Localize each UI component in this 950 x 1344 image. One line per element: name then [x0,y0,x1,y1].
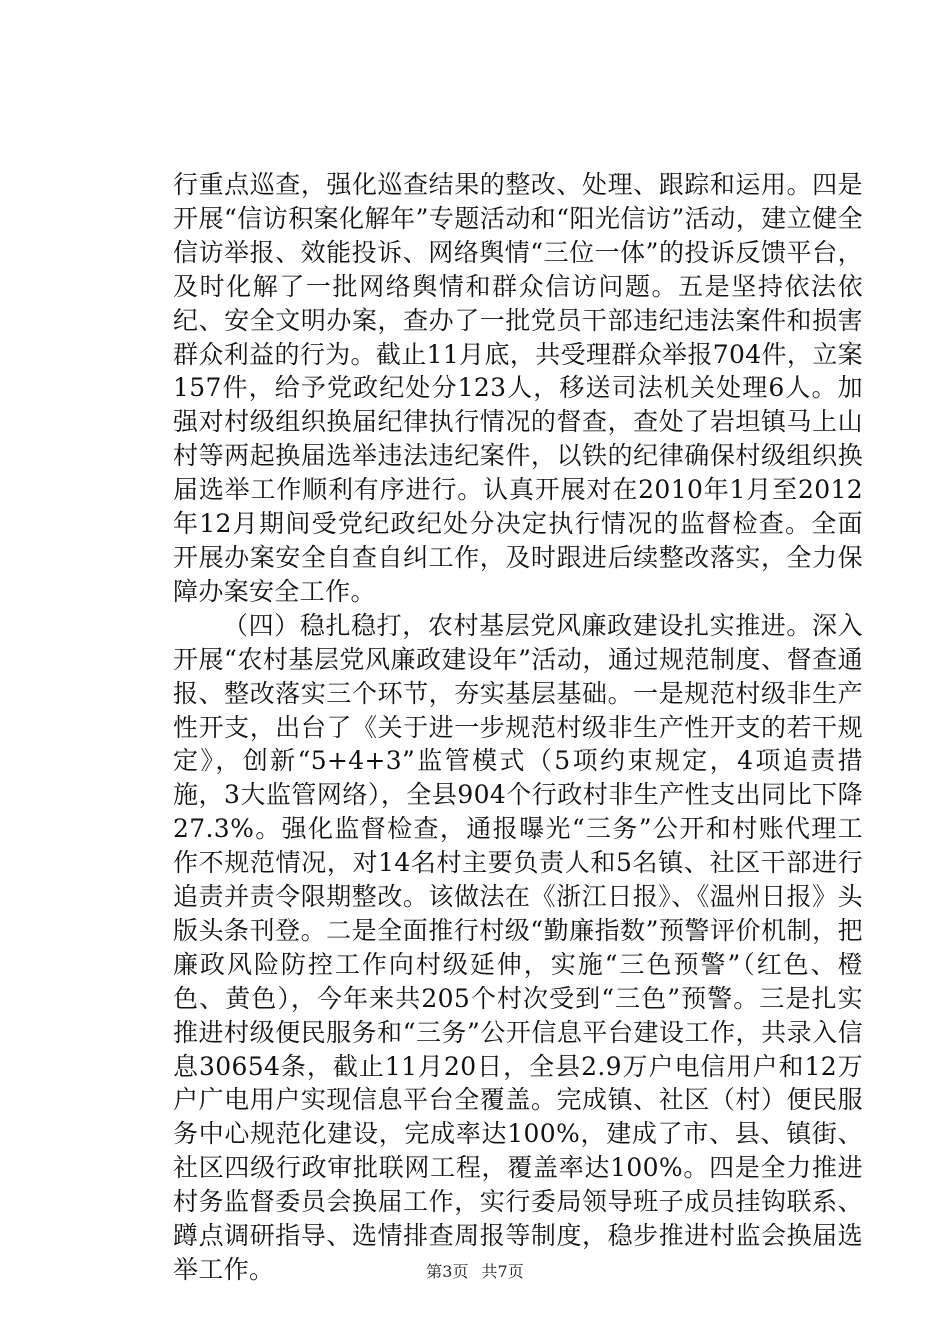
page-number: 第3页 [426,1262,469,1281]
paragraph-2: （四）稳扎稳打，农村基层党风廉政建设扎实推进。深入开展“农村基层党风廉政建设年”活动，通过规范制度、督查通报、整改落实三个环节，夯实基层基础。一是规范村级非生产性开支，出台了《关于进一步规范村级非生产性开支的若干规定》，创新“5+4+3”监管模式（5项约束规定，4项追责措施，3大监管网络），全县904个行政村非生产性支出同比下降27.3%。强化监督检查，通报曝光“三务”公开和村账代理工作不规范情况，对14名村主要负责人和5名镇、社区干部进行追责并责令限期整改。该做法在《浙江日报》、《温州日报》头版头条刊登。二是全面推行村级“勤廉指数”预警评价机制，把廉政风险防控工作向村级延伸，实施“三色预警”（红色、橙色、黄色），今年来共205个村次受到“三色”预警。三是扎实推进村级便民服务和“三务”公开信息平台建设工作，共录入信息30654条，截止11月20日，全县2.9万户电信用户和12万户广电用户实现信息平台全覆盖。完成镇、社区（村）便民服务中心规范化建设，完成率达100%，建成了市、县、镇街、社区四级行政审批联网工程，覆盖率达100%。四是全力推进村务监督委员会换届工作，实行委局领导班子成员挂钩联系、蹲点调研指导、选情排查周报等制度，稳步推进村监会换届选举工作。 [173,610,863,1284]
document-body [173,168,863,1287]
page-total: 共7页 [481,1262,524,1281]
paragraph-1: 行重点巡查，强化巡查结果的整改、处理、跟踪和运用。四是开展“信访积案化解年”专题活动和“阳光信访”活动，建立健全信访举报、效能投诉、网络舆情“三位一体”的投诉反馈平台，及时化解了一批网络舆情和群众信访问题。五是坚持依法依纪、安全文明办案，查办了一批党员干部违纪违法案件和损害群众利益的行为。截止11月底，共受理群众举报704件，立案157件，给予党政纪处分123人，移送司法机关处理6人。加强对村级组织换届纪律执行情况的督查，查处了岩坦镇马上山村等两起换届选举违法违纪案件，以铁的纪律确保村级组织换届选举工作顺利有序进行。认真开展对在2010年1月至2012年12月期间受党纪政纪处分决定执行情况的监督检查。全面开展办案安全自查自纠工作，及时跟进后续整改落实，全力保障办案安全工作。 [173,170,863,606]
page-footer [0,1259,950,1282]
